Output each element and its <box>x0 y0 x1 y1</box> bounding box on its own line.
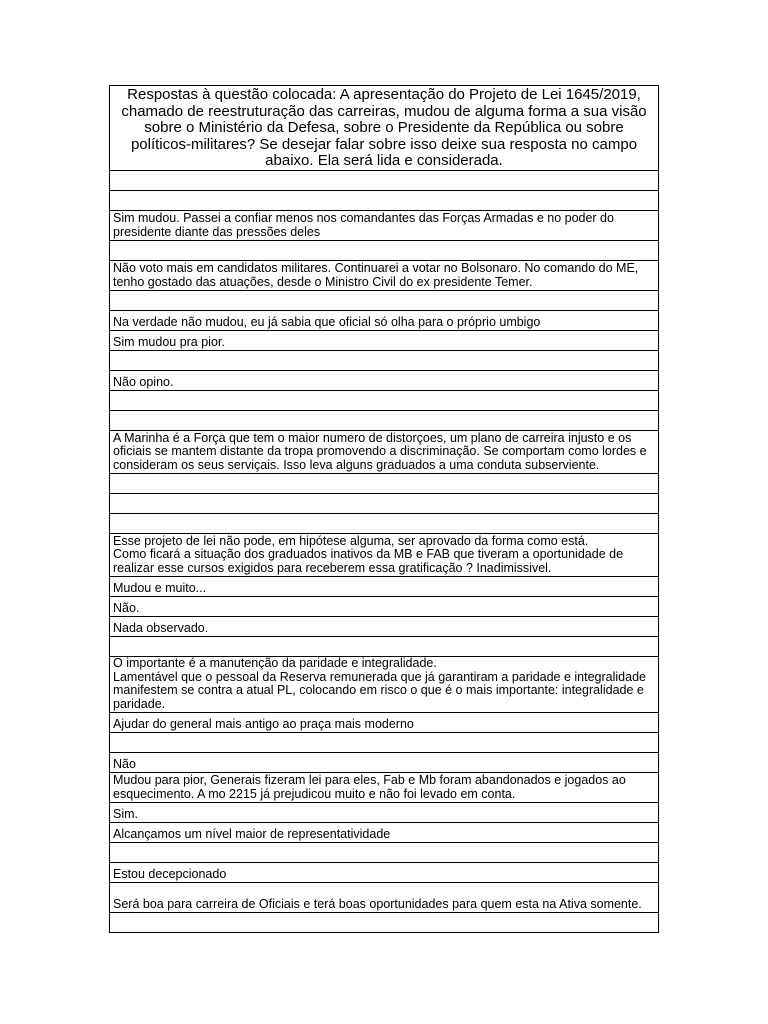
responses-list <box>110 171 658 932</box>
response-row <box>110 823 658 843</box>
response-text: Nada observado. <box>113 620 209 635</box>
response-row <box>110 803 658 823</box>
response-text: Alcançamos um nível maior de representatividade <box>113 826 391 841</box>
response-text: Esse projeto de lei não pode, em hipótese alguma, ser aprovado da forma como está. Como ficará a situação dos graduados inativos da MB e FAB que tiveram a oportunidade de realizar esse cursos exigidos para receberem essa gratificação ? Inadimissivel. <box>113 534 624 575</box>
response-text: Não opino. <box>113 374 174 389</box>
response-row <box>110 431 658 474</box>
response-row <box>110 534 658 577</box>
response-text <box>113 369 655 370</box>
response-text <box>113 259 655 260</box>
response-row <box>110 843 658 863</box>
response-row <box>110 241 658 261</box>
response-row <box>110 773 658 803</box>
response-text: Ajudar do general mais antigo ao praça mais moderno <box>113 716 414 731</box>
response-text <box>113 655 655 656</box>
response-text: Sim mudou. Passei a confiar menos nos comandantes das Forças Armadas e no poder do presidente diante das pressões deles <box>113 211 614 239</box>
question-header: Respostas à questão colocada: A apresentação do Projeto de Lei 1645/2019, chamado de reestruturação das carreiras, mudou de alguma forma a sua visão sobre o Ministério da Defesa, sobre o Presidente da República ou sobre políticos-militares? Se desejar falar sobre isso deixe sua resposta no campo abaixo. Ela será lida e considerada. <box>110 86 658 171</box>
response-text <box>113 532 655 533</box>
response-text: Mudou para pior, Generais fizeram lei para eles, Fab e Mb foram abandonados e jogados ao esquecimento. A mo 2215 já prejudicou muito e não foi levado em conta. <box>113 773 626 801</box>
response-text <box>113 931 655 932</box>
response-row <box>110 474 658 494</box>
survey-table <box>109 85 659 933</box>
response-text <box>113 492 655 493</box>
response-row <box>110 753 658 773</box>
response-text: Sim mudou pra pior. <box>113 334 225 349</box>
response-row <box>110 371 658 391</box>
response-text: O importante é a manutenção da paridade e integralidade. Lamentável que o pessoal da Reserva remunerada que já garantiram a paridade e integralidade manifestem se contra a atual PL, colocando em risco o que é o mais importante: integralidade e paridade. <box>113 657 646 711</box>
response-text: A Marinha é a Força que tem o maior numero de distorçoes, um plano de carreira injusto e os oficiais se mantem distante da tropa promovendo a discriminação. Se comportam como lordes e consideram os seus serviçais. Isso leva alguns graduados a uma conduta subserviente. <box>113 431 647 472</box>
response-text: Não. <box>113 600 140 615</box>
response-text: Mudou e muito... <box>113 580 207 595</box>
response-row <box>110 331 658 351</box>
response-text <box>113 189 655 190</box>
response-row <box>110 913 658 932</box>
response-row <box>110 617 658 637</box>
response-text <box>113 209 655 210</box>
response-text: Estou decepcionado <box>113 866 227 881</box>
response-row <box>110 883 658 913</box>
response-row <box>110 637 658 657</box>
response-row <box>110 291 658 311</box>
response-text <box>113 409 655 410</box>
response-text <box>113 309 655 310</box>
response-row <box>110 171 658 191</box>
response-row <box>110 713 658 733</box>
response-row <box>110 391 658 411</box>
response-text: Não <box>113 756 136 771</box>
response-row <box>110 494 658 514</box>
response-row <box>110 211 658 241</box>
response-row <box>110 657 658 713</box>
response-text: Será boa para carreira de Oficiais e terá boas oportunidades para quem esta na Ativa somente. <box>113 896 642 911</box>
response-text: Não voto mais em candidatos militares. Continuarei a votar no Bolsonaro. No comando do ME, tenho gostado das atuações, desde o Ministro Civil do ex presidente Temer. <box>113 261 639 289</box>
response-text: Na verdade não mudou, eu já sabia que oficial só olha para o próprio umbigo <box>113 314 541 329</box>
response-row <box>110 514 658 534</box>
response-row <box>110 863 658 883</box>
response-text <box>113 861 655 862</box>
response-row <box>110 351 658 371</box>
response-text <box>113 512 655 513</box>
response-text: Sim. <box>113 806 138 821</box>
response-text <box>113 429 655 430</box>
response-row <box>110 311 658 331</box>
response-row <box>110 261 658 291</box>
response-row <box>110 733 658 753</box>
response-row <box>110 597 658 617</box>
response-row <box>110 411 658 431</box>
response-text <box>113 751 655 752</box>
response-row <box>110 577 658 597</box>
response-row <box>110 191 658 211</box>
